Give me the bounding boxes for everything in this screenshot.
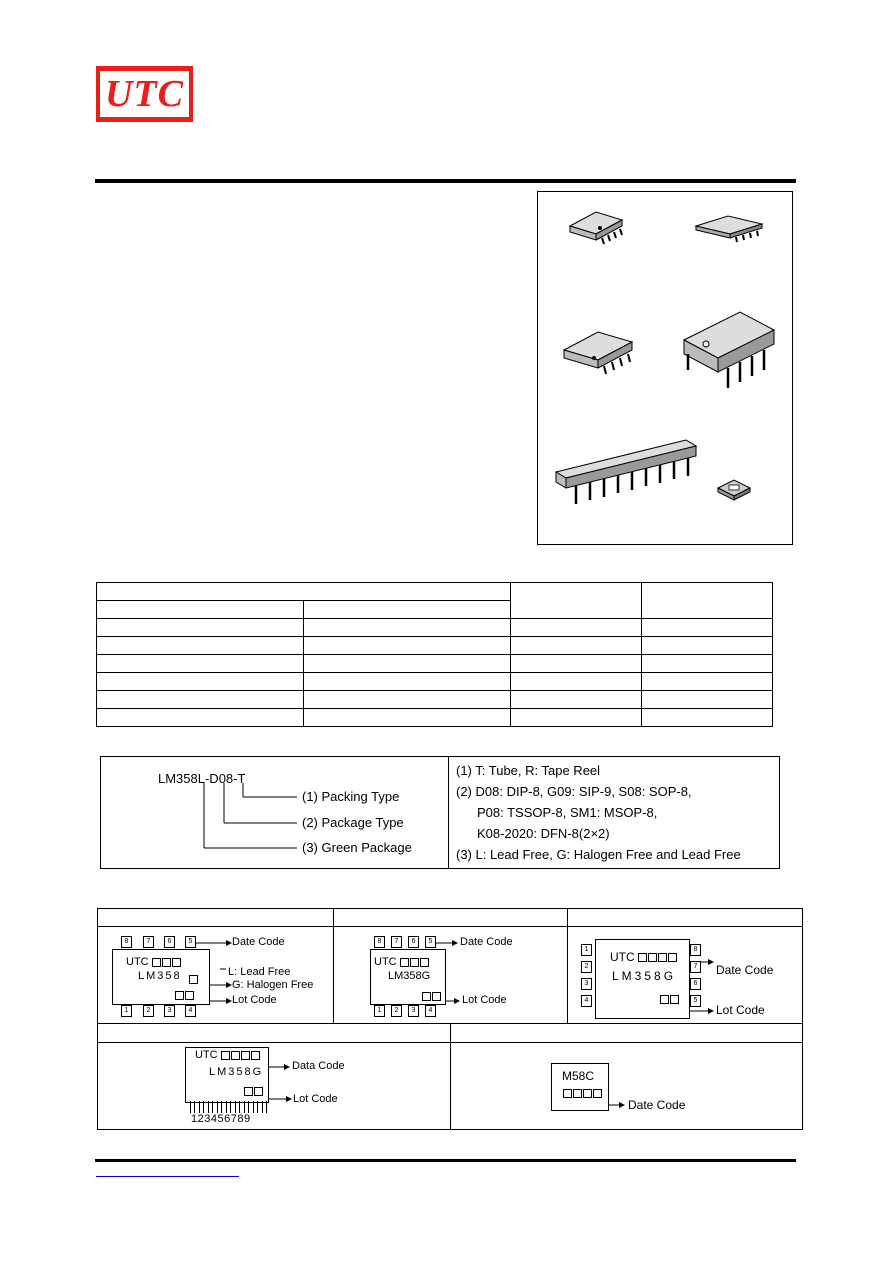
dfn8-package-icon	[718, 480, 750, 500]
sip-lot-code: Lot Code	[293, 1093, 338, 1105]
table-row	[97, 673, 773, 691]
utc-logo	[96, 66, 193, 122]
table-row	[97, 709, 773, 727]
sop8-package-icon	[570, 212, 622, 244]
green-package-label: (3) Green Package	[302, 840, 412, 855]
footer-rule	[95, 1159, 796, 1162]
header-rule	[95, 179, 796, 183]
ordering-table	[96, 582, 773, 727]
table-row	[97, 619, 773, 637]
note-2c: K08-2020: DFN-8(2×2)	[477, 826, 610, 841]
note-1: (1) T: Tube, R: Tape Reel	[456, 763, 601, 778]
note-2: (2) D08: DIP-8, G09: SIP-9, S08: SOP-8,	[456, 784, 692, 799]
msop-date-code: Date Code	[628, 1098, 686, 1112]
sip-date-code: Data Code	[292, 1060, 345, 1072]
sip-pin-numbers: 123456789	[191, 1113, 251, 1125]
package-images-box	[537, 191, 793, 545]
table-row	[97, 583, 773, 601]
sip9-package-icon	[556, 440, 696, 504]
package-illustrations	[538, 192, 792, 544]
sip-marking: UTC LM358G 123456789 Data Code Lot Code	[98, 1043, 450, 1129]
table-row	[97, 655, 773, 673]
footer-link-underline[interactable]	[96, 1176, 239, 1177]
dfn-marking: 1 2 3 4 8 7 6 5 UTC LM358G Date Code Lot Code	[568, 927, 802, 1023]
dip-date-code: Date Code	[232, 936, 285, 948]
note-3: (3) L: Lead Free, G: Halogen Free and Lead Free	[456, 847, 741, 862]
msop-marking	[451, 1043, 802, 1129]
part-number-box	[100, 756, 780, 869]
table-row	[97, 691, 773, 709]
marking-table	[97, 908, 803, 1130]
sop-lot-code: Lot Code	[462, 994, 507, 1006]
msop-line1: M58C	[562, 1069, 595, 1083]
part-number-code: LM358L-D08-T	[158, 771, 246, 786]
packing-type-label: (1) Packing Type	[302, 789, 400, 804]
dip8-package-icon	[684, 312, 774, 388]
dip-marking: 8 7 6 5 1 2 3 4 UTC LM358 Date Code L: Lead Free G: Halogen Free Lot Code	[98, 927, 333, 1023]
msop8-package-icon	[564, 332, 632, 374]
note-2b: P08: TSSOP-8, SM1: MSOP-8,	[477, 805, 658, 820]
dfn-date-code: Date Code	[716, 963, 774, 977]
logo-text: UTC	[105, 73, 184, 115]
dfn-lot-code: Lot Code	[716, 1003, 765, 1017]
tssop8-package-icon	[696, 216, 762, 242]
sop-date-code: Date Code	[460, 936, 513, 948]
sop-marking: 8 7 6 5 1 2 3 4 UTC LM358G Date Code Lot Code	[334, 927, 567, 1023]
package-type-label: (2) Package Type	[302, 815, 404, 830]
table-row	[97, 637, 773, 655]
